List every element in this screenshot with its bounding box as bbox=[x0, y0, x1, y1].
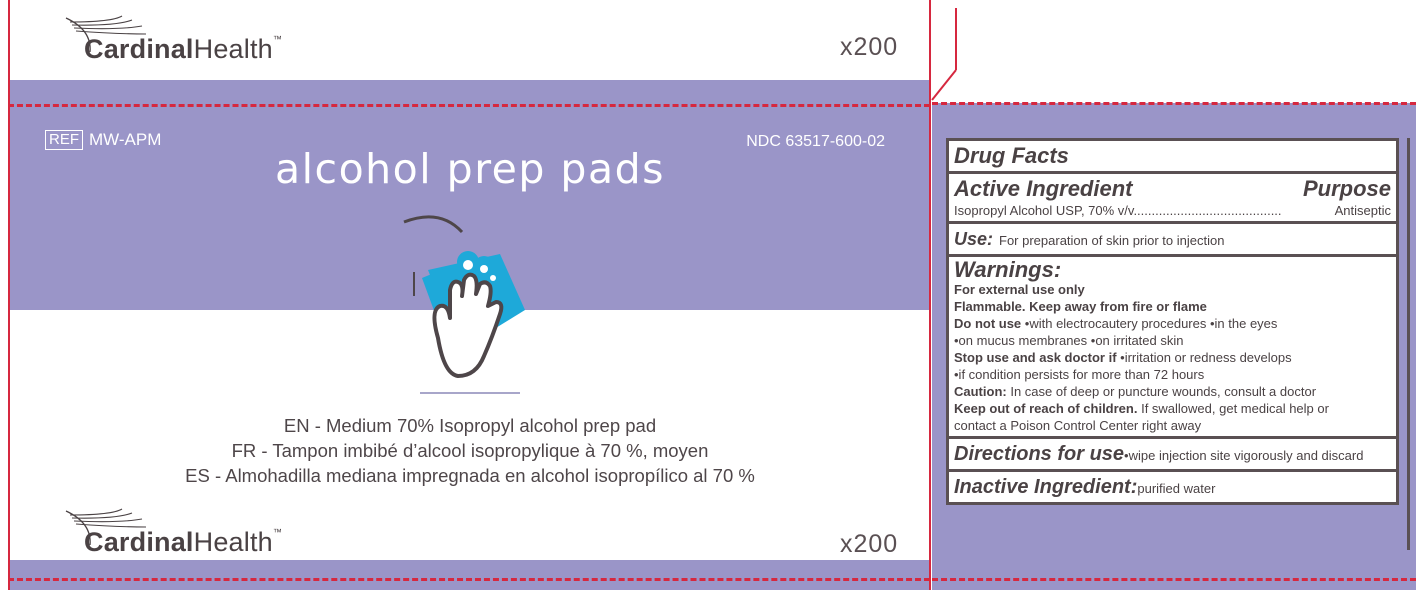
warning-caution: Caution: In case of deep or puncture wounds, consult a doctor bbox=[954, 384, 1317, 399]
warning-flammable: Flammable. Keep away from fire or flame bbox=[954, 299, 1207, 314]
cut-line-bevel bbox=[928, 0, 958, 110]
drug-facts-panel bbox=[946, 138, 1399, 505]
brand-name: CardinalHealth™ bbox=[84, 34, 283, 64]
warnings-section bbox=[949, 254, 1396, 436]
drug-facts-header bbox=[949, 141, 1396, 171]
directions-section bbox=[949, 436, 1396, 469]
warnings-heading: Warnings: bbox=[954, 257, 1062, 282]
ndc-code: NDC 63517-600-02 bbox=[746, 133, 885, 150]
inactive-section bbox=[949, 469, 1396, 502]
active-ingredient-section bbox=[949, 171, 1396, 221]
bottom-band bbox=[8, 560, 930, 590]
count-top: x200 bbox=[840, 33, 899, 61]
ref-value: MW-APM bbox=[89, 130, 162, 149]
directions-text: •wipe injection site vigorously and discard bbox=[1124, 448, 1364, 463]
purpose-text: Antiseptic bbox=[1334, 203, 1391, 218]
drug-facts-title: Drug Facts bbox=[954, 143, 1069, 168]
inactive-text: purified water bbox=[1137, 481, 1216, 496]
product-title: alcohol prep pads bbox=[275, 145, 665, 193]
fold-line-right-bottom bbox=[932, 578, 1416, 581]
active-ingredient-heading: Active Ingredient bbox=[954, 176, 1133, 201]
description-es: ES - Almohadilla mediana impregnada en alcohol isopropílico al 70 % bbox=[185, 465, 755, 486]
description-fr: FR - Tampon imbibé d’alcool isopropylique à 70 %, moyen bbox=[231, 440, 709, 461]
fold-line-top bbox=[8, 104, 930, 107]
hand-wipe-icon bbox=[400, 210, 540, 400]
use-text: For preparation of skin prior to injection bbox=[999, 233, 1225, 248]
fold-line-right-top bbox=[932, 102, 1416, 105]
brand-logo-bottom bbox=[62, 505, 282, 558]
directions-label: Directions for use bbox=[954, 443, 1125, 465]
active-ingredient-text: Isopropyl Alcohol USP, 70% v/v......................................... bbox=[954, 203, 1282, 218]
warning-stop-use: Stop use and ask doctor if •irritation or redness develops bbox=[954, 350, 1292, 365]
use-label: Use: bbox=[954, 229, 994, 249]
ref-label: REF bbox=[45, 130, 83, 150]
cardinal-swoosh-icon bbox=[62, 12, 152, 62]
cut-line-left bbox=[8, 0, 10, 590]
brand-logo-top bbox=[62, 12, 282, 65]
brand-name: CardinalHealth™ bbox=[84, 527, 283, 557]
inactive-label: Inactive Ingredient: bbox=[954, 476, 1138, 498]
warning-external: For external use only bbox=[954, 282, 1085, 297]
cardinal-swoosh-icon bbox=[62, 505, 152, 555]
use-section bbox=[949, 221, 1396, 254]
count-bottom: x200 bbox=[840, 530, 899, 558]
fold-line-bottom bbox=[8, 578, 930, 581]
warning-keep-out-2: contact a Poison Control Center right away bbox=[954, 418, 1202, 433]
description-en: EN - Medium 70% Isopropyl alcohol prep pad bbox=[283, 415, 657, 436]
warning-do-not-use: Do not use •with electrocautery procedures •in the eyes bbox=[954, 316, 1278, 331]
warning-do-not-use-2: •on mucus membranes •on irritated skin bbox=[954, 333, 1184, 348]
purpose-heading: Purpose bbox=[1302, 176, 1391, 201]
warning-keep-out: Keep out of reach of children. If swallowed, get medical help or bbox=[954, 401, 1329, 416]
warning-stop-use-2: •if condition persists for more than 72 hours bbox=[954, 367, 1205, 382]
next-panel-edge bbox=[1407, 138, 1410, 550]
